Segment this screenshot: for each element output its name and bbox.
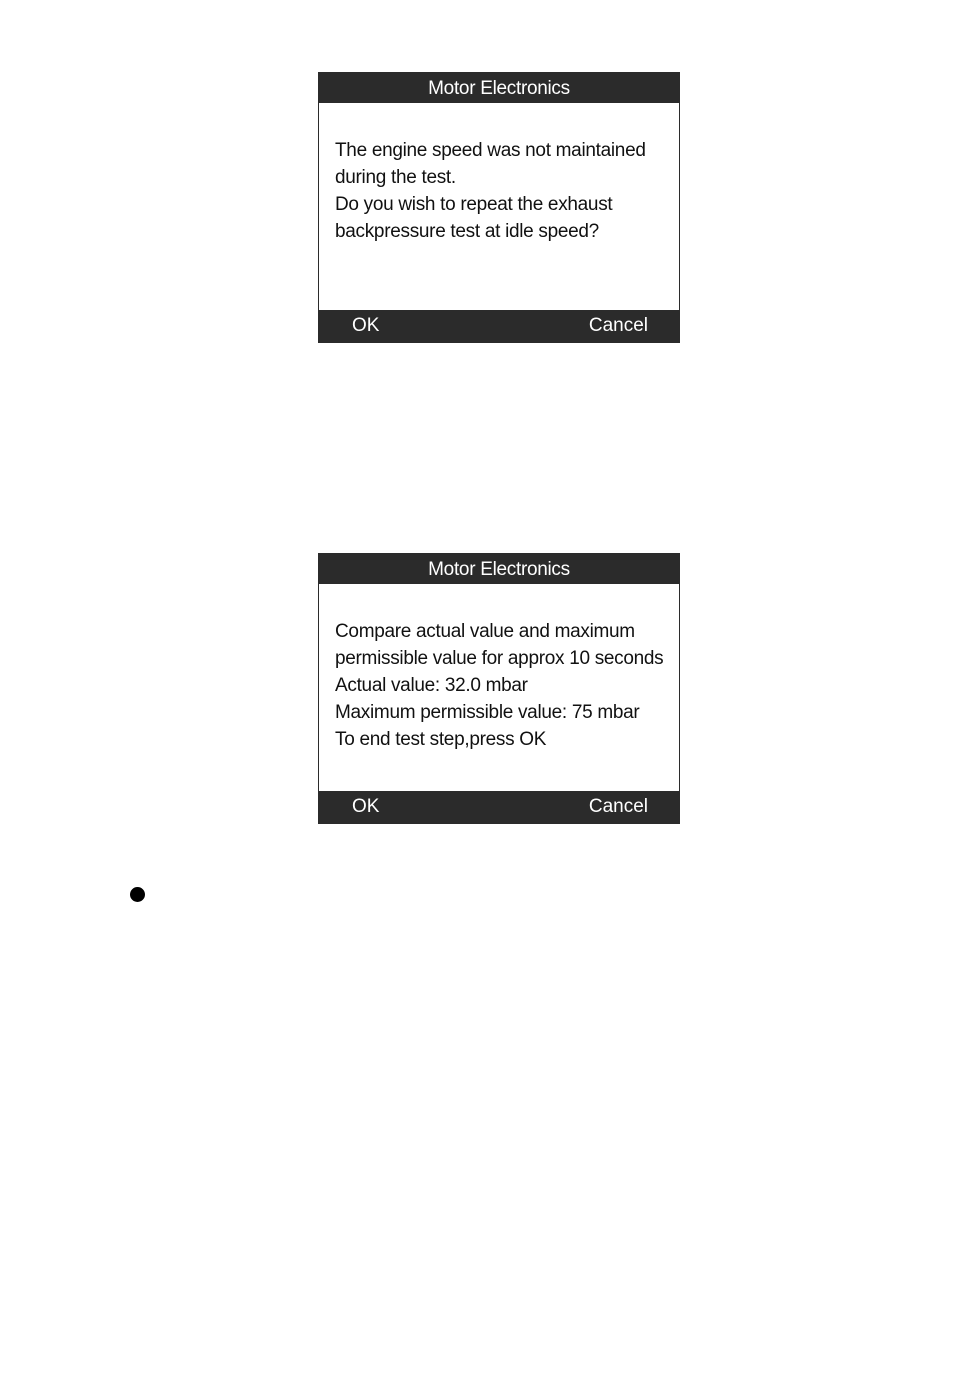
message-line: Do you wish to repeat the exhaust bbox=[335, 194, 613, 215]
dialog-repeat-test bbox=[318, 72, 680, 343]
ok-button[interactable]: OK bbox=[352, 796, 380, 817]
message-line: Maximum permissible value: 75 mbar bbox=[335, 702, 640, 723]
cancel-button[interactable]: Cancel bbox=[588, 315, 648, 336]
bullet-icon bbox=[130, 887, 145, 902]
message-line: permissible value for approx 10 seconds bbox=[335, 648, 664, 669]
message-line: during the test. bbox=[335, 167, 456, 188]
dialog-message bbox=[335, 618, 695, 753]
button-bar bbox=[319, 791, 679, 823]
ok-button[interactable]: OK bbox=[352, 315, 380, 336]
message-line: Actual value: 32.0 mbar bbox=[335, 675, 528, 696]
message-line: backpressure test at idle speed? bbox=[335, 221, 599, 242]
message-line: To end test step,press OK bbox=[335, 729, 547, 750]
button-bar bbox=[319, 310, 679, 342]
dialog-title: Motor Electronics bbox=[319, 554, 679, 584]
dialog-compare-values bbox=[318, 553, 680, 824]
dialog-message bbox=[335, 137, 695, 245]
dialog-title: Motor Electronics bbox=[319, 73, 679, 103]
message-line: The engine speed was not maintained bbox=[335, 140, 646, 161]
message-line: Compare actual value and maximum bbox=[335, 621, 635, 642]
cancel-button[interactable]: Cancel bbox=[588, 796, 648, 817]
